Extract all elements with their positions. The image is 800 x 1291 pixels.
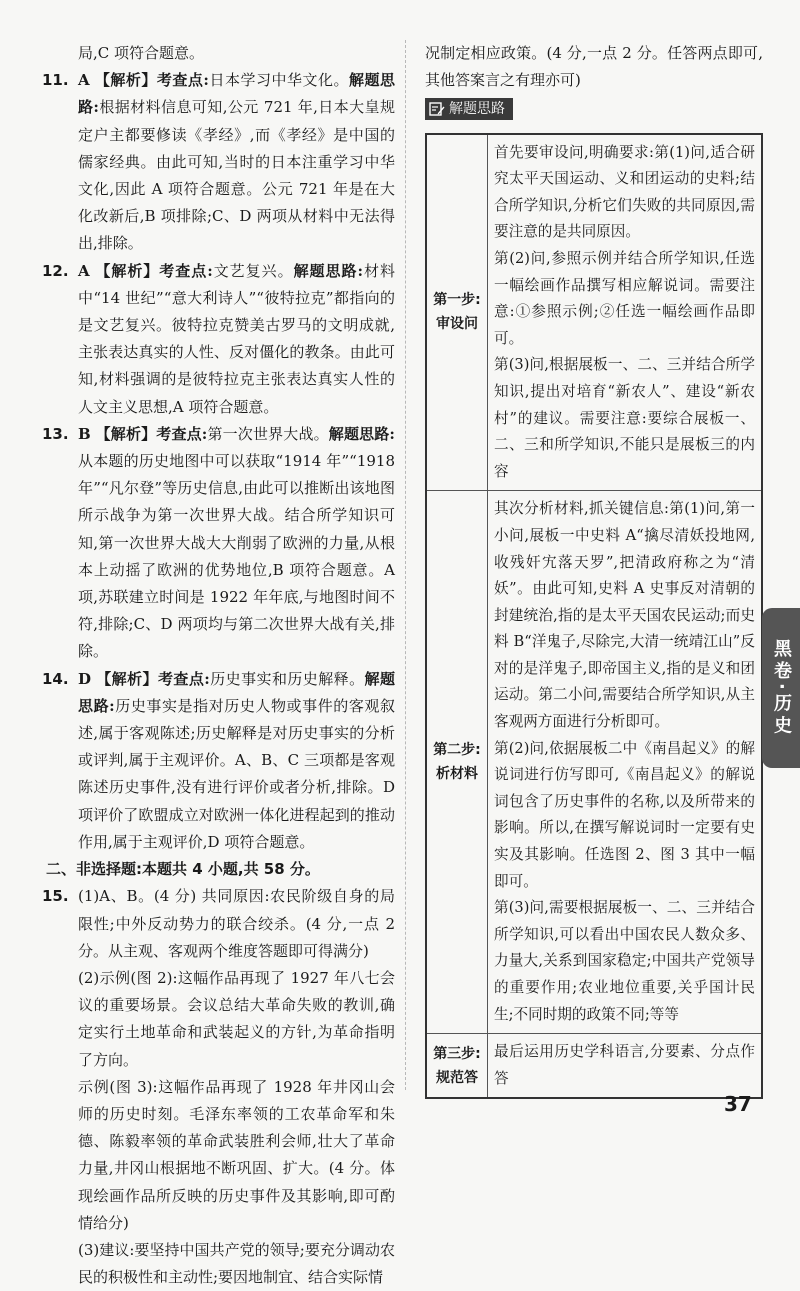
q15-part-4: (3)建议:要坚持中国共产党的领导;要充分调动农民的积极性和主动性;要因地制宜、结合实际情	[78, 1240, 395, 1287]
step-label	[426, 491, 488, 1034]
step-content	[488, 134, 763, 491]
right-column	[425, 40, 763, 1099]
answer-letter: D	[78, 669, 92, 688]
step-label-line-2: 析材料	[436, 766, 478, 783]
explanation-text: 从本题的历史地图中可以获取“1914 年”“1918 年”“凡尔登”等历史信息,由此可以推断出该地图所示战争为第一次世界大战。结合所学知识可知,第一次世界大战大大削弱了欧洲的力量,从根本上动摇了欧洲的优势地位,B 项符合题意。A 项,苏联建立时间是 1922 年年底,与地图时间不符,排除;C、D 两项均与第二次世界大战有关,排除。	[78, 452, 395, 661]
explanation-text: 根据材料信息可知,公元 721 年,日本大皇规定户主都要修读《孝经》,而《孝经》是中国的儒家经典。由此可知,当时的日本注重学习中华文化,因此 A 项符合题意。公元 721 年是在大化改新后,B 项排除;C、D 两项从材料中无法得出,排除。	[78, 98, 395, 253]
step-content	[488, 1034, 763, 1099]
q15-part-1: (1)A、B。(4 分) 共同原因:农民阶级自身的局限性;中外反动势力的联合绞杀。(4 分,一点 2 分。从主观、客观两个维度答题即可得满分)	[78, 887, 395, 960]
kp-text: 历史事实和历史解释。	[209, 669, 365, 688]
section-title: 二、非选择题:本题共 4 小题,共 58 分。	[46, 860, 320, 879]
answer-letter: A	[78, 261, 90, 280]
kp-label: 考查点:	[157, 669, 210, 688]
badge-label: 解题思路	[449, 100, 505, 117]
q15-part-3: 示例(图 3):这幅作品再现了 1928 年井冈山会师的历史时刻。毛泽东率领的工农革命军和朱德、陈毅率领的革命武装胜利会师,壮大了革命力量,井冈山根据地不断巩固、扩大。(4 分。体现绘画作品所反映的历史事件及其影响,即可酌情给分)	[78, 1077, 395, 1232]
answer-letter: A	[78, 71, 90, 90]
sl-label: 解题思路:	[78, 669, 395, 715]
step-paragraph: 最后运用历史学科语言,分要素、分点作答	[494, 1043, 755, 1087]
kp-label: 考查点:	[156, 424, 208, 443]
explanation-text: 材料中“14 世纪”“意大利诗人”“彼特拉克”都指向的是文艺复兴。彼特拉克赞美古罗马的文明成就,主张表达真实的人性、反对僵化的教条。由此可知,材料强调的是彼特拉克主张表达真实人性的人文主义思想,A 项符合题意。	[78, 261, 395, 416]
sl-label: 解题思路:	[293, 261, 364, 280]
question-number: 12.	[42, 261, 69, 280]
kp-text: 日本学习中华文化。	[208, 71, 349, 90]
step-paragraph: 首先要审设问,明确要求:第(1)问,适合研究太平天国运动、义和团运动的史料;结合所学知识,分析它们失败的共同原因,需要注意的是共同原因。	[494, 143, 755, 241]
step-label-line-2: 审设问	[436, 316, 478, 333]
step-paragraph: 第(3)问,根据展板一、二、三并结合所学知识,提出对培育“新农人”、建设“新农村”的建议。需要注意:要综合展板一、二、三和所学知识,不能只是展板三的内容	[494, 356, 755, 480]
subject-side-tab: 黑卷·历史	[762, 608, 800, 768]
answer-letter: B	[78, 424, 91, 443]
intro-continuation: 局,C 项符合题意。	[78, 44, 205, 62]
page-number: 37	[724, 1092, 752, 1116]
step-row	[426, 1034, 762, 1099]
question-number: 14.	[42, 669, 69, 688]
step-label	[426, 1034, 488, 1099]
analysis-tag: 【解析】	[95, 424, 157, 443]
edit-note-icon	[429, 101, 445, 117]
solution-idea-badge	[425, 98, 513, 120]
step-row	[426, 134, 762, 491]
step-label-line-1: 第三步:	[433, 1045, 481, 1062]
question-14	[40, 666, 395, 856]
analysis-tag: 【解析】	[94, 71, 157, 90]
question-13	[40, 421, 395, 666]
analysis-tag: 【解析】	[96, 669, 158, 688]
column-divider	[405, 40, 406, 1090]
kp-text: 文艺复兴。	[212, 261, 294, 280]
step-paragraph: 第(2)问,参照示例并结合所学知识,任选一幅绘画作品撰写相应解说词。需要注意:①参照示例;②任选一幅绘画作品即可。	[494, 249, 755, 347]
step-paragraph: 第(3)问,需要根据展板一、二、三并结合所学知识,可以看出中国农民人数众多、力量大,关系到国家稳定;中国共产党领导的重要作用;农业地位重要,关乎国计民生;不同时期的政策不同;等等	[494, 899, 755, 1023]
solution-steps-table	[425, 133, 763, 1100]
question-number: 13.	[42, 424, 69, 443]
left-column	[40, 40, 395, 1291]
question-15	[40, 883, 395, 965]
step-label-line-2: 规范答	[436, 1069, 478, 1086]
step-label	[426, 134, 488, 491]
step-paragraph: 第(2)问,依据展板二中《南昌起义》的解说词进行仿写即可,《南昌起义》的解说词包含了历史事件的名称,以及所带来的影响。所以,在撰写解说词时一定要有史实及其影响。任选图 2、图 3 其中一幅即可。	[494, 739, 755, 890]
step-row	[426, 491, 762, 1034]
q15-continuation: 况制定相应政策。(4 分,一点 2 分。任答两点即可,其他答案言之有理亦可)	[425, 44, 763, 90]
question-number: 15.	[42, 887, 69, 906]
kp-text: 第一次世界大战。	[207, 424, 329, 443]
explanation-text: 历史事实是指对历史人物或事件的客观叙述,属于客观陈述;历史解释是对历史事实的分析或评判,属于主观评价。A、B、C 三项都是客观陈述历史事件,没有进行评价或者分析,排除。D 项评价了欧盟成立对欧洲一体化进程起到的推动作用,属于主观评价,D 项符合题意。	[78, 696, 395, 851]
question-11	[40, 67, 395, 257]
sl-label: 解题思路:	[328, 424, 395, 443]
q15-part-2: (2)示例(图 2):这幅作品再现了 1927 年八七会议的重要场景。会议总结大革命失败的教训,确定实行土地革命和武装起义的方针,为革命指明了方向。	[78, 968, 395, 1069]
sl-label: 解题思路:	[78, 71, 395, 117]
step-paragraph: 其次分析材料,抓关键信息:第(1)问,第一小问,展板一中史料 A“擒尽清妖投地网,收残奸宄落天罗”,把清政府称之为“清妖”。由此可知,史料 A 史事反对清朝的封建统治,指的是太平天国农民运动;而史料 B“洋鬼子,尽除完,大清一统靖江山”反对的是洋鬼子,即帝国主义,指的是义和团运动。第二小问,需要结合所学知识,从主客观两方面进行分析即可。	[494, 500, 755, 731]
question-number: 11.	[42, 71, 69, 90]
analysis-tag: 【解析】	[95, 261, 160, 280]
kp-label: 考查点:	[159, 261, 213, 280]
step-content	[488, 491, 763, 1034]
step-label-line-1: 第一步:	[433, 292, 481, 309]
kp-label: 考查点:	[156, 71, 209, 90]
step-label-line-1: 第二步:	[433, 742, 481, 759]
question-12	[40, 258, 395, 421]
